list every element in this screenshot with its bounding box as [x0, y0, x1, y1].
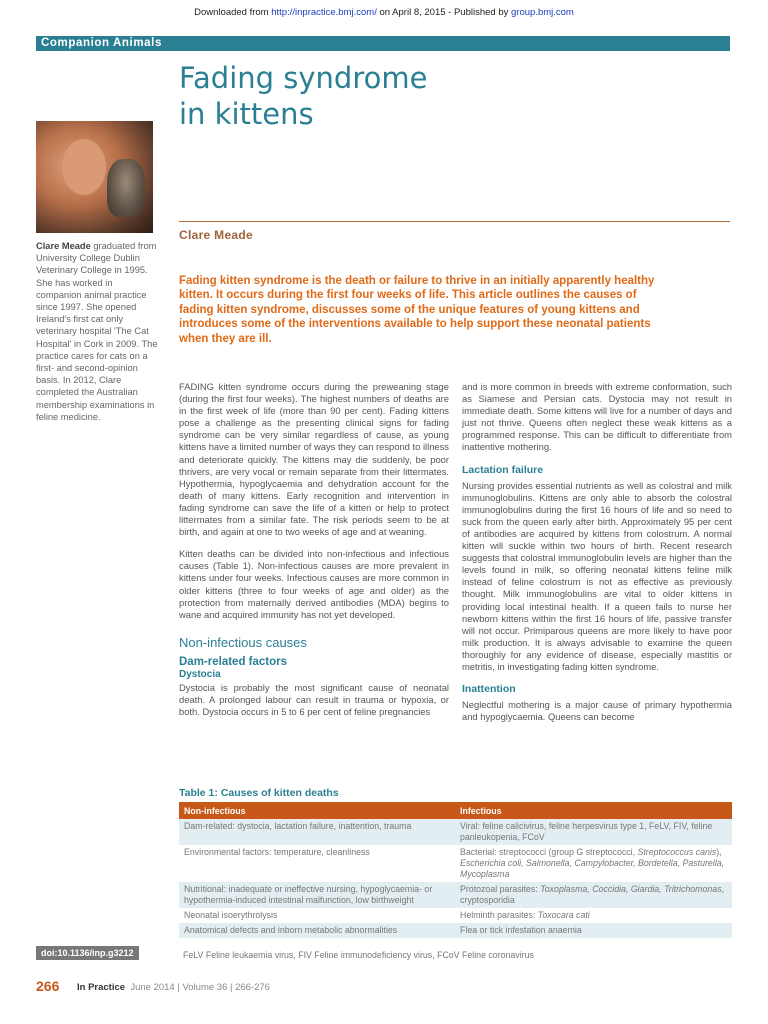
column-left: [179, 381, 449, 728]
article-title: [179, 60, 427, 132]
paragraph-inattention: Neglectful mothering is a major cause of primary hypothermia and hypoglycaemia. Queens can become: [462, 699, 732, 723]
table-cell: Viral: feline calicivirus, feline herpesvirus type 1, FeLV, FIV, feline panleukopenia, FCoV: [455, 819, 732, 845]
author-name: Clare Meade: [179, 228, 253, 242]
table-cell: Nutritional: inadequate or ineffective nursing, hypoglycaemia- or hypothermia-induced intestinal malfunction, low birthweight: [179, 882, 455, 908]
bio-text: graduated from University College Dublin Veterinary College in 1995. She has worked in companion animal practice since 1997. She opened Ireland's first cat only veterinary hospital 'The Cat Hospital' in Cork in 2009. The practice cares for cats on a first- and second-opinion basis. In 2012, Clare completed the Australian membership examinations in feline medicine.: [36, 241, 158, 422]
table-row: [179, 908, 732, 923]
table-row: [179, 882, 732, 908]
doi-badge: doi:10.1136/inp.g3212: [36, 946, 139, 960]
table-cell: [455, 908, 732, 923]
table-title: Table 1: Causes of kitten deaths: [179, 787, 339, 799]
heading-non-infectious: Non-infectious causes: [179, 634, 307, 650]
table-header-row: [179, 802, 732, 819]
heading-dam-related: Dam-related factors: [179, 655, 288, 668]
download-middle: on April 8, 2015 - Published by: [379, 7, 509, 18]
publisher-link[interactable]: group.bmj.com: [511, 7, 574, 18]
author-bio: [36, 240, 160, 423]
title-rule: [179, 221, 730, 222]
heading-lactation-failure: Lactation failure: [462, 463, 544, 476]
table-cell: Environmental factors: temperature, cleanliness: [184, 847, 370, 857]
paragraph-lactation: Nursing provides essential nutrients as well as colostral and milk immunoglobulins. Kittens are only able to absorb the colostral immunoglobulins during the first 16 hours of life and so need to suck from the queen early after birth. Approximately 95 per cent of antibodies are acquired by kittens from colostrum. A normal kitten will suckle within two hours of birth. Recent research suggests that colostral immunoglobulin levels are higher than the levels found in milk, so offering neonatal kittens feline milk instead of feline colostrum is not as effective as previously thought. Milk immunoglobulins are vital to older kittens in providing local intestinal health. If a queen fails to nurse her newborn kittens within the first 16 hours of life, passive transfer will not occur. Primiparous queens are more likely to have poor milk production. It is always advisable to examine the queen thoroughly for any evidence of disease, especially mastitis or metritis, in investigating fading kitten syndrome.: [462, 479, 732, 672]
cell-text: ),: [716, 847, 722, 857]
paragraph-causes: Kitten deaths can be divided into non-infectious and infectious causes (Table 1). Non-infectious causes are more prevalent in kittens under four weeks. Infectious causes are more common in older kittens (three to four weeks of age and older) as the protection from maternally derived antibodies (MDA) begins to wane and acquired immunity has not yet developed.: [179, 548, 449, 620]
author-face: [62, 139, 106, 195]
abstract: Fading kitten syndrome is the death or failure to thrive in an initially apparently healthy kitten. It occurs during the first four weeks of life. This article outlines the causes of fading kitten syndrome, discusses some of the unique features of young kittens and introduces some of the interventions available to help support these neonatal patients when they are ill.: [179, 275, 655, 345]
journal-name: In Practice: [77, 982, 126, 993]
table-row: [179, 819, 732, 845]
cell-text: Helminth parasites:: [460, 910, 538, 920]
cell-text: Protozoal parasites:: [460, 884, 541, 894]
bio-name: Clare Meade: [36, 241, 91, 251]
download-url-link[interactable]: http://inpractice.bmj.com/: [271, 7, 377, 18]
cell-text: , cryptosporidia: [460, 884, 725, 905]
author-photo: [36, 121, 153, 233]
paragraph-intro: FADING kitten syndrome occurs during the preweaning stage (during the first four weeks). The highest numbers of deaths are in the first week of life (more than 90 per cent). Fading kittens pose a challenge as the presenting clinical signs for fading syndrome can be very similar regardless of cause, as young kittens have a limited number of ways they can respond to illness and deteriorate quickly. The kittens may die suddenly, be poor thrivers, are very vocal or remain separate from their littermates. Hypothermia, hypoglycaemia and dehydration account for the death of many kittens. Early recognition and intervention in fading syndrome can save the life of a kitten or help to protect littermates from a similar fate. The risk periods seem to be at birth, and again at one to two weeks of age and at weaning.: [179, 381, 449, 538]
table-cell: Flea or tick infestation anaemia: [455, 923, 732, 938]
table-row: [179, 845, 732, 882]
cell-text: Bacterial: streptococci (group G streptococci,: [460, 847, 638, 857]
download-notice: [0, 7, 768, 18]
cell-italic: Toxoplasma, Coccidia, Giardia, Tritrichomonas: [540, 884, 722, 894]
table-cell: [455, 845, 732, 882]
title-line-1: Fading syndrome: [179, 61, 428, 95]
download-prefix: Downloaded from: [194, 7, 269, 18]
paragraph-dystocia: Dystocia is probably the most significant cause of neonatal death. A prolonged labour can result in trauma or hypoxia, or both. Dystocia occurs in 5 to 6 per cent of feline pregnancies: [179, 681, 449, 717]
section-label: Companion Animals: [41, 37, 162, 49]
table-cell: Dam-related: dystocia, lactation failure, inattention, trauma: [179, 819, 455, 845]
journal-info: [77, 982, 270, 993]
page-number: 266: [36, 978, 60, 994]
header-infectious: Infectious: [455, 802, 732, 819]
header-non-infectious: Non-infectious: [179, 802, 455, 819]
table-row: [179, 923, 732, 938]
column-right: [462, 381, 732, 733]
kitten-image: [107, 159, 145, 217]
paragraph-dystocia-cont: and is more common in breeds with extreme conformation, such as Siamese and Persian cats. Dystocia may not result in immediate death. Some kittens will live for a number of days and just not thrive. Queens often neglect these weak kittens as a programmed response. This can be difficult to differentiate from inattentive mothering.: [462, 381, 732, 453]
heading-dystocia: Dystocia: [179, 668, 221, 680]
journal-issue: June 2014 | Volume 36 | 266-276: [130, 982, 270, 993]
section-band: [36, 36, 730, 51]
cell-italic: Streptococcus canis: [637, 847, 717, 857]
heading-inattention: Inattention: [462, 683, 516, 696]
title-line-2: in kittens: [179, 97, 314, 131]
table-cell: Anatomical defects and inborn metabolic abnormalities: [179, 923, 455, 938]
table-cell: Neonatal isoerythrolysis: [184, 910, 278, 920]
table-footnote: FeLV Feline leukaemia virus, FIV Feline immunodeficiency virus, FCoV Feline coronavirus: [183, 950, 534, 960]
table-cell: [455, 882, 732, 908]
cell-italic: Escherichia coli, Salmonella, Campylobacter, Bordetella, Pasturella, Mycoplasma: [460, 858, 725, 879]
cell-italic: Toxocara cati: [537, 910, 590, 920]
causes-table: [179, 802, 732, 938]
